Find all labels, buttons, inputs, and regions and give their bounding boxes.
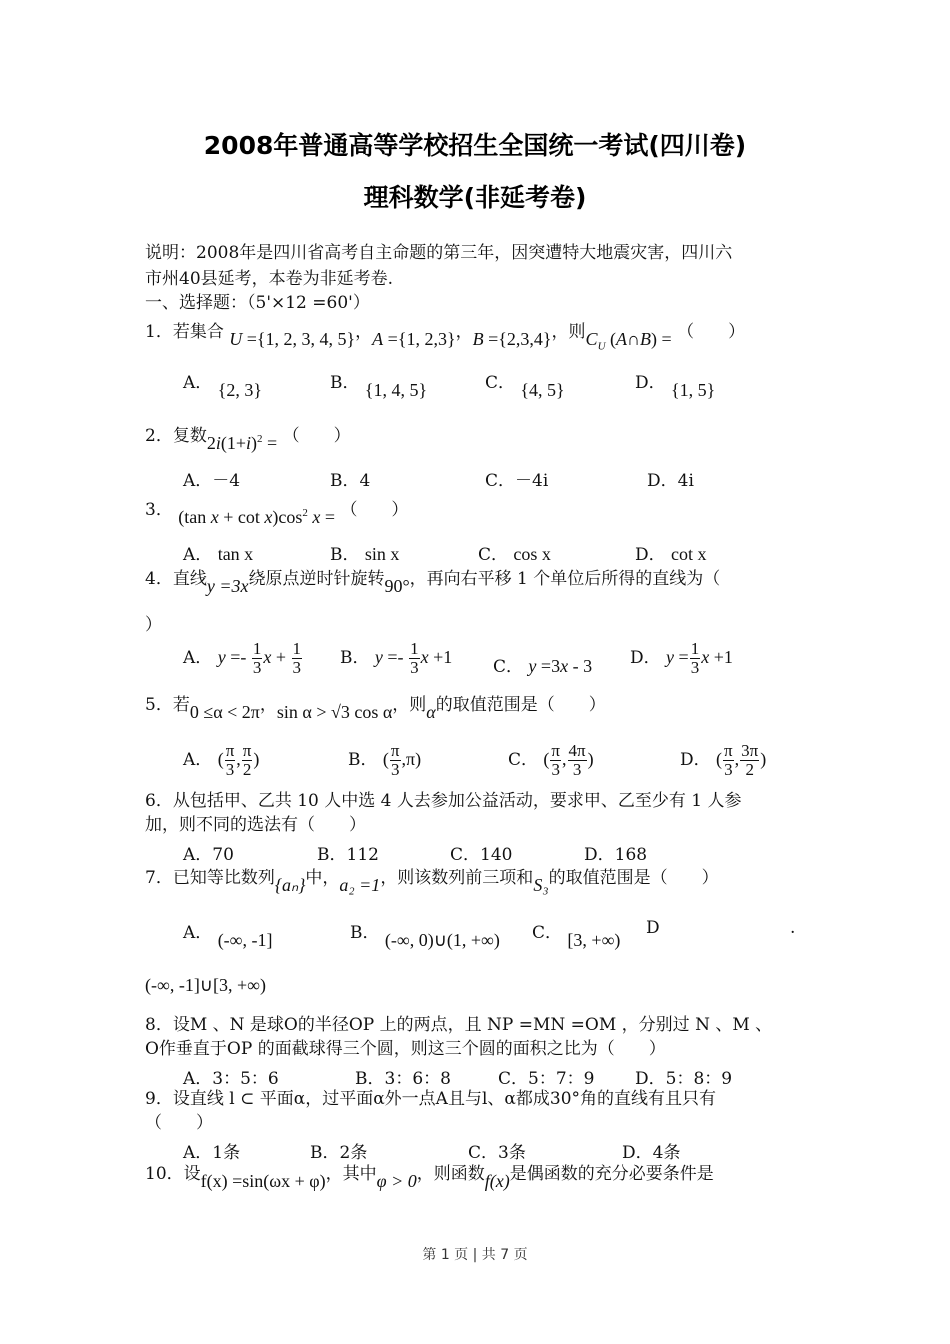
q7-option-c: C． [3, +∞)	[532, 923, 621, 950]
question-text: 复数	[172, 426, 207, 446]
section-heading: 一、选择题：（5'×12 =60'）	[145, 293, 370, 313]
question-text: 若集合	[172, 322, 224, 342]
question-math: sin α > √3 cos α	[276, 702, 393, 722]
q8-option-c: C．5：7：9	[498, 1069, 595, 1089]
question-8: 8．设M 、N 是球O的半径OP 上的两点，且 NP =MN =OM ，分别过 N 、M 、	[145, 1015, 773, 1035]
question-number: 7．	[145, 868, 173, 888]
question-math: B ={2,3,4}	[472, 329, 552, 349]
q3-option-a: A． tan x	[183, 544, 254, 565]
q6-option-b: B．112	[317, 845, 379, 865]
q8-option-b: B．3：6：8	[355, 1069, 451, 1089]
q4-option-d: D． y = $\frac{1}{3}$ x +1	[630, 639, 733, 677]
question-math: (tan $x + \cot x)\cos^2$ x =	[178, 507, 336, 527]
question-number: 9．	[145, 1089, 173, 1109]
exam-subtitle: 理科数学(非延考卷)	[363, 183, 587, 212]
q2-option-b: B．4	[330, 471, 371, 491]
q1-option-c: C． {4, 5}	[485, 373, 565, 400]
q3-option-d: D． cot x	[635, 544, 707, 565]
question-6-cont: 加，则不同的选法有（ ）	[145, 815, 366, 835]
q2-option-d: D．4i	[647, 471, 694, 491]
q3-option-b: B． sin x	[330, 544, 400, 565]
question-number: 1．	[145, 322, 173, 342]
q9-option-a: A．1条	[183, 1143, 241, 1163]
q8-option-a: A．3：5：6	[183, 1069, 279, 1089]
q4-option-c: C． y =3x - 3	[493, 656, 593, 677]
q4-option-b: B． y =- $\frac{1}{3}$ x +1	[340, 639, 453, 677]
q1-option-a: A． {2, 3}	[183, 373, 262, 400]
question-number: 3．	[145, 500, 173, 520]
q7-option-a: A． (-∞, -1]	[183, 923, 273, 950]
question-5: 5．若0 ≤α < 2π，sin α > √3 cos α，则α的取值范围是（ ）	[145, 695, 606, 722]
question-number: 5．	[145, 695, 173, 715]
q4-option-a: A． y =- $\frac{1}{3}$ x + $\frac{1}{3}$	[183, 639, 301, 677]
question-number: 4．	[145, 569, 173, 589]
exam-title: 2008年普通高等学校招生全国统一考试(四川卷)	[203, 131, 747, 160]
question-number: 8．	[145, 1015, 173, 1035]
q6-option-d: D．168	[584, 845, 648, 865]
question-6: 6．从包括甲、乙共 10 人中选 4 人去参加公益活动，要求甲、乙至少有 1 人参	[145, 791, 742, 811]
question-math: A ={1, 2,3}	[372, 329, 456, 349]
q9-option-c: C．3条	[468, 1143, 526, 1163]
question-number: 10．	[145, 1164, 184, 1184]
question-math: y =3x	[206, 576, 249, 596]
q6-option-a: A．70	[183, 845, 234, 865]
note-line-1: 说明：2008年是四川省高考自主命题的第三年，因突遭特大地震灾害，四川六	[145, 243, 733, 263]
question-math: 0 ≤α < 2π	[189, 702, 260, 722]
question-math: f(x) =sin(ωx + φ)	[200, 1171, 326, 1191]
question-number: 6．	[145, 791, 173, 811]
question-math: $C_U$ (A∩B) =	[585, 329, 672, 353]
q9-option-b: B．2条	[310, 1143, 368, 1163]
question-9: 9．设直线 l ⊂ 平面α，过平面α外一点A且与l、α都成30°角的直线有且只有	[145, 1089, 717, 1109]
q5-option-c: C． ( $\frac{\pi}{3}$ , $\frac{4\pi}{3}$ )	[508, 741, 594, 779]
q6-option-c: C．140	[450, 845, 513, 865]
question-4-close: ）	[145, 615, 162, 635]
q7-option-d-dot: .	[790, 918, 796, 938]
q5-option-a: A． ( $\frac{\pi}{3}$ , $\frac{\pi}{2}$ )	[183, 741, 260, 779]
question-3: 3． (tan $x + \cot x)\cos^2$ x = （ ）	[145, 500, 409, 527]
q1-option-b: B． {1, 4, 5}	[330, 373, 428, 400]
question-number: 2．	[145, 426, 173, 446]
question-4: 4．直线y =3x绕原点逆时针旋转90°，再向右平移 1 个单位后所得的直线为（	[145, 569, 721, 596]
note-line-2: 市州40县延考，本卷为非延考卷.	[145, 269, 394, 289]
q2-option-c: C．－4i	[485, 471, 549, 491]
question-1: 1．若集合 U ={1, 2, 3, 4, 5}，A ={1, 2,3}，B ={2,3,4}，则$C_U$ (A∩B) = （ ）	[145, 322, 746, 353]
q7-option-d-value: (-∞, -1]∪[3, +∞)	[145, 975, 266, 995]
question-math: $2i(1+i)^2$ =	[206, 433, 278, 453]
q1-option-d: D． {1, 5}	[635, 373, 716, 400]
q3-option-c: C． cos x	[478, 544, 551, 565]
question-math: 90°	[384, 576, 410, 596]
question-8-cont: O作垂直于OP 的面截球得三个圆，则这三个圆的面积之比为（ ）	[145, 1039, 666, 1059]
q5-option-d: D． ( $\frac{\pi}{3}$ , $\frac{3\pi}{2}$ )	[680, 741, 767, 779]
question-2: 2．复数$2i(1+i)^2$ = （ ）	[145, 426, 351, 453]
q7-option-d-label: D	[646, 918, 660, 938]
q5-option-b: B． ( $\frac{\pi}{3}$ ,π)	[348, 741, 422, 779]
q8-option-d: D．5：8：9	[635, 1069, 733, 1089]
question-math: U ={1, 2, 3, 4, 5}	[229, 329, 356, 349]
question-10: 10．设f(x) =sin(ωx + φ)，其中φ > 0，则函数f(x)是偶函数的充分必要条件是	[145, 1164, 714, 1191]
q7-option-b: B． (-∞, 0)∪(1, +∞)	[350, 923, 500, 950]
question-7: 7．已知等比数列{aₙ}中，a₂ =1，则该数列前三项和S₃的取值范围是（ ）	[145, 868, 719, 895]
q2-option-a: A．－4	[183, 471, 241, 491]
question-9-cont: （ ）	[145, 1113, 213, 1133]
page-footer: 第 1 页 | 共 7 页	[422, 1247, 528, 1263]
q9-option-d: D．4条	[622, 1143, 681, 1163]
